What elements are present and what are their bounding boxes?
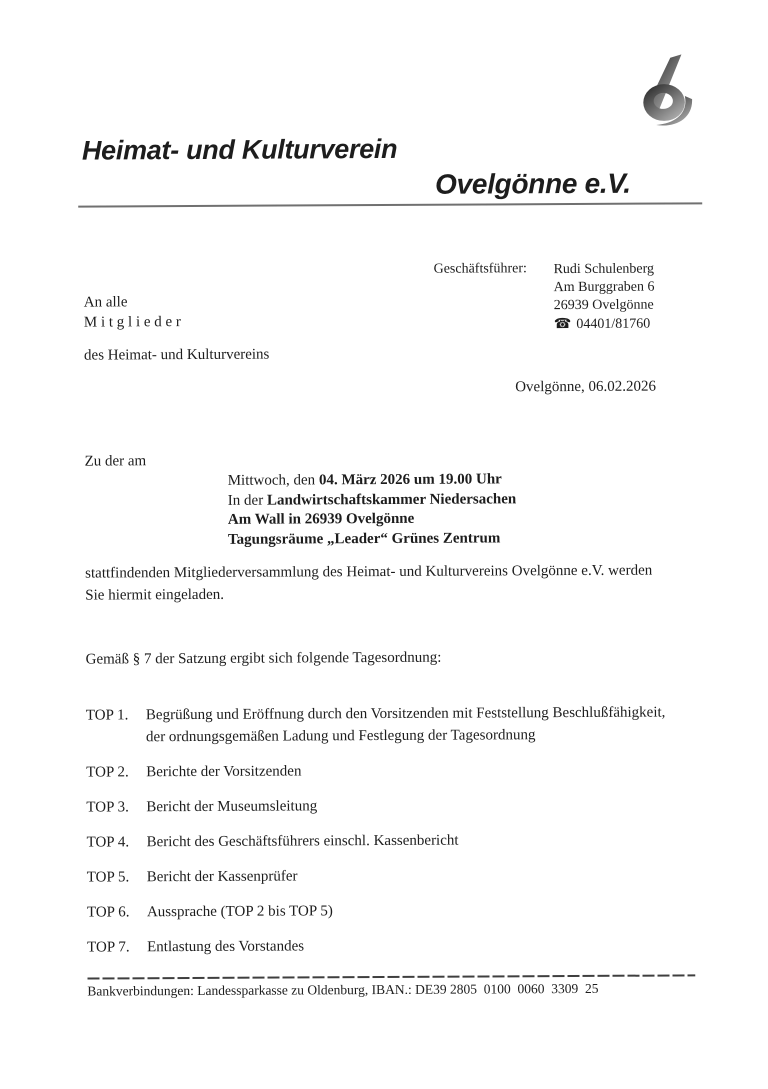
agenda-item	[86, 759, 706, 784]
event-line-bold: Landwirtschaftskammer Niedersachen	[267, 491, 516, 508]
contact-city: 26939 Ovelgönne	[554, 297, 655, 316]
invitation-line2: Sie hiermit eingeladen.	[85, 582, 652, 606]
event-line-bold: Am Wall in 26939 Ovelgönne	[228, 511, 415, 528]
contact-phone-number: 04401/81760	[576, 316, 650, 334]
intro-line: Zu der am	[85, 453, 147, 470]
agenda-item	[87, 899, 707, 924]
agenda-item-text-line: der ordnungsgemäßen Ladung und Festlegung der Tagesordnung	[146, 724, 706, 748]
agenda-item	[87, 829, 707, 854]
header-rule	[78, 202, 702, 207]
event-line-bold: 04. März 2026 um 19.00 Uhr	[319, 471, 502, 488]
agenda-item	[86, 702, 706, 748]
managing-director-label: Geschäftsführer:	[434, 261, 527, 277]
agenda-item-text-line: Berichte der Vorsitzenden	[146, 759, 706, 783]
managing-director-address	[554, 261, 655, 335]
agenda-item	[86, 794, 706, 819]
agenda-item-text	[146, 702, 706, 748]
recipient-line3: des Heimat- und Kulturvereins	[84, 347, 269, 365]
agenda-item-label: TOP 7.	[87, 937, 147, 959]
event-details-block	[228, 470, 517, 550]
event-line-prefix: In der	[228, 492, 267, 508]
agenda-item-label: TOP 4.	[87, 832, 147, 854]
org-name-line2: Ovelgönne e.V.	[435, 168, 631, 201]
invitation-paragraph	[85, 561, 652, 607]
event-line-bold: Tagungsräume „Leader“ Grünes Zentrum	[228, 530, 500, 547]
event-line	[228, 470, 517, 491]
recipient-line2: M i t g l i e d e r	[84, 314, 181, 332]
agenda-item-text	[146, 759, 706, 783]
org-name-line1: Heimat- und Kulturverein	[82, 134, 398, 167]
agenda-item-text	[146, 794, 706, 818]
agenda-item-text	[147, 934, 707, 958]
place-date-line: Ovelgönne, 06.02.2026	[515, 379, 656, 397]
agenda-list	[86, 702, 707, 972]
agenda-item-label: TOP 5.	[87, 867, 147, 889]
agenda-item-text	[147, 829, 707, 853]
event-line-prefix: Mittwoch, den	[228, 472, 319, 488]
event-line	[228, 490, 517, 511]
agenda-item-text-line: Begrüßung und Eröffnung durch den Vorsitzenden mit Feststellung Beschlußfähigkeit,	[146, 702, 706, 726]
agenda-item-label: TOP 2.	[86, 762, 146, 784]
agenda-item-text-line: Bericht der Museumsleitung	[146, 794, 706, 818]
contact-street: Am Burggraben 6	[554, 279, 655, 298]
agenda-item-text	[147, 864, 707, 888]
event-line	[228, 509, 517, 530]
agenda-item-text-line: Bericht des Geschäftsführers einschl. Kassenbericht	[147, 829, 707, 853]
agenda-item-text-line: Bericht der Kassenprüfer	[147, 864, 707, 888]
agenda-item-text	[147, 899, 707, 923]
contact-name: Rudi Schulenberg	[554, 261, 655, 280]
agenda-item-text-line: Entlastung des Vorstandes	[147, 934, 707, 958]
telephone-icon: ☎	[554, 315, 572, 333]
bank-details-line: Bankverbindungen: Landessparkasse zu Oldenburg, IBAN.: DE39 2805 0100 0060 3309 25	[87, 981, 598, 1000]
agenda-intro-line: Gemäß § 7 der Satzung ergibt sich folgende Tagesordnung:	[86, 650, 442, 669]
agenda-item	[87, 934, 707, 959]
invitation-line1: stattfindenden Mitgliederversammlung des Heimat- und Kulturvereins Ovelgönne e.V. werden	[85, 561, 652, 585]
agenda-item	[87, 864, 707, 889]
agenda-item-text-line: Aussprache (TOP 2 bis TOP 5)	[147, 899, 707, 923]
contact-phone-row	[554, 315, 655, 335]
footer-dashed-rule	[87, 974, 695, 979]
agenda-item-label: TOP 6.	[87, 902, 147, 924]
event-line	[228, 529, 517, 550]
agenda-item-label: TOP 1.	[86, 705, 146, 748]
club-logo-icon	[617, 54, 697, 134]
agenda-item-label: TOP 3.	[86, 797, 146, 819]
recipient-line1: An alle	[84, 294, 128, 311]
